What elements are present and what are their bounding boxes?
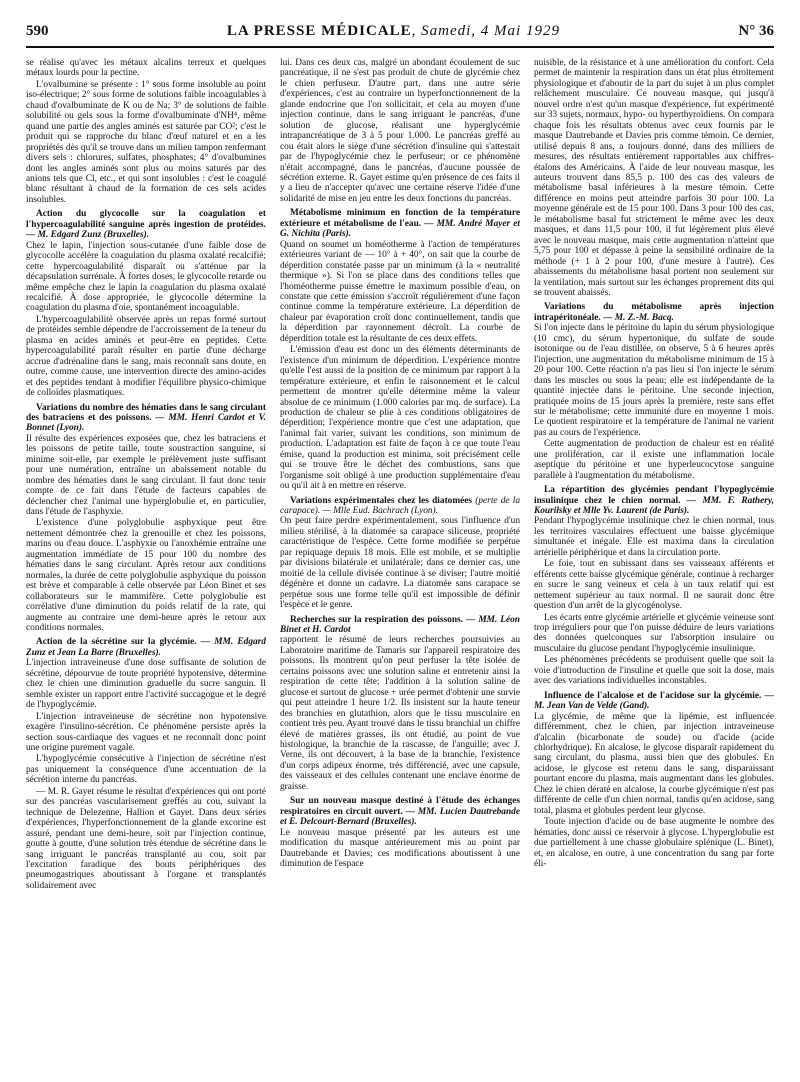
page-header	[26, 16, 774, 48]
running-title	[227, 23, 560, 40]
paragraph: se réalise qu'avec les métaux alcalins terreux et quelques métaux lourds pour la pectine.	[26, 58, 266, 79]
paragraph: — M. R. Gayet résume le résultat d'expériences qui ont porté sur des pancréas vascularisement greffés au cou, suivant la technique de Delezenne, Hallion et Gayet. Dans deux séries d'expériences, l'hyperfonctionnement de la glande excorine est assuré, pendant une demi-heure, soit par l'injection continue, goutte à goutte, d'une solution très étendue de sécrétine dans le sang irriguant le pancréas transplanté au cou, soit par l'excitation faradique des bouts périphériques des pneumogastriques aboutissant à l'organe et transplantés solidairement avec	[26, 786, 266, 891]
heading-authors: — MM. Lucien Dautrebande et E. Delcourt-Bernard (Bruxelles).	[280, 806, 520, 828]
heading-title: La répartition des glycémies pendant l'hypoglycémie insulinique chez le chien normal.	[534, 485, 774, 506]
heading-authors: — MM. André Mayer et G. Nichita (Paris).	[280, 218, 520, 240]
heading-title: Action de la sécrétine sur la glycémie.	[36, 637, 197, 648]
column-middle	[280, 58, 520, 1076]
section-heading	[280, 615, 520, 636]
heading-authors: — MM. Léon Binet et H. Cardot	[280, 614, 520, 636]
paragraph: L'ovalbumine se présente : 1° sous forme insoluble au point iso-électrique; 2° sous forme de solutions faible incoagulables à chaud d'ovalbuminate de K ou de Na; 3° de solutions de faible solubilité ou gels sous la forme d'ovalbuminate d'NH⁴, même quand une partie des angles aminés est saturée par CO²; c'est le produit qui se rapproche du blanc d'œuf naturel et en a les propriétés dès qu'il se trouve dans un milieu tampon renfermant divers sels : chlorures, sulfates, phosphates; 4° d'ovalbumines dont les angles aminés sont plus ou moins saturés par des anions tels que Cl, etc., et qui sont insolubles : c'est le coagulé blanc résultant à chaud de la formation de ces sels acides insolubles.	[26, 79, 266, 205]
heading-title: Action du glycocolle sur la coagulation et l'hypercoagulabilité sanguine après ingestion de protéides.	[26, 209, 266, 230]
section-heading	[534, 485, 774, 516]
paragraph: Toute injection d'acide ou de base augmente le nombre des hématies, donc aussi ce réservoir à glycose. L'hyperglobulie est due partiellement à une chasse globulaire splénique (L. Binet), et, en alcalose, en outre, à une concentration du sang par forte éli-	[534, 817, 774, 869]
heading-authors: — MM. Edgard Zunz et Jean La Barre (Bruxelles).	[26, 637, 266, 658]
paragraph: Les phénomènes précédents se produisent quelle que soit la voie d'introduction de l'insuline et quelle que soit la dose, mais avec des variations individuelles inconstables.	[534, 655, 774, 687]
section-heading	[534, 691, 774, 712]
paragraph: Si l'on injecte dans le péritoine du lapin du sérum physiologique (10 cmc), du sérum hypertonique, du sulfate de soude isotonique ou de l'eau distillée, on observe, 5 à 6 heures après l'injection, une augmentation du métabolisme minimum de 15 à 20 pour 100. Cette réaction n'a pas lieu si l'on injecte le sérum dans les muscles ou sous la peau; elle est indépendante de la quantité injectée dans le péritoine. Une seconde injection, pratiquée moins de 15 jours après la première, reste sans effet sur le métabolisme; cette immunité dure en moyenne 1 mois. Le quotient respiratoire et la température de l'animal ne varient pas au cours de l'expérience.	[534, 323, 774, 438]
heading-authors: — M. Jean Van de Velde (Gand).	[534, 690, 774, 712]
heading-title: Recherches sur la respiration des poissons.	[290, 614, 464, 625]
section-heading	[26, 403, 266, 434]
heading-authors: (perte de la carapace). — Mlle Eud. Bachrach (Lyon).	[280, 495, 520, 517]
paragraph: Pendant l'hypoglycémie insulinique chez le chien normal, tous les territoires vasculaires effectuent une baisse glycémique simultanée et inégale. Elle est maxima dans la circulation artérielle périphérique et dans la circulation porte.	[534, 516, 774, 558]
section-heading	[26, 209, 266, 240]
section-heading	[26, 637, 266, 658]
heading-title: Métabolisme minimum en fonction de la température extérieure et métabolisme de l'eau.	[280, 208, 520, 229]
paragraph: nuisible, de la résistance et à une amélioration du confort. Cela permet de maintenir la respiration dans un état plus étroitement physiologique et d'aboutir de la part du sujet à un plus complet relâchement musculaire. Ce nouveau masque, qui jusqu'à nouvel ordre n'est qu'un masque d'expérience, fut expérimenté sur 33 sujets, normaux, hypo- ou hyperthyroïdiens. On compara chaque fois les résultats obtenus avec ceux fournis par le masque Dautrebande et Davies pris comme témoin. Ce dernier, utilisé depuis 8 ans, a toujours donné, dans des milliers de mesures, des résultats entièrement rapportables aux chiffres-étalons des Américains. À l'aide de leur nouveau masque, les auteurs trouvent dans 85,5 p. 100 des cas des valeurs de métabolisme basal inférieures à la mesure témoin. Cette différence en moins peut atteindre parfois 30 pour 100. La moyenne générale est de 15 pour 100. Dans 3 pour 100 des cas, le métabolisme basal fut strictement le même avec les deux masques, et dans 11,5 pour 100, il fut légèrement plus élevé avec le nouveau masque, mais cette augmentation n'atteint que 5,75 pour 100 et dépasse à peine la sensibilité ordinaire de la méthode (+ 1 à 2 pour 100, d'une mesure à l'autre). Ces abaissements du métabolisme basal portent non seulement sur la ventilation, mais surtout sur les échanges proprement dits qui se trouvent abaissés.	[534, 58, 774, 298]
heading-title: Variations du nombre des hématies dans le sang circulant des batraciens et des poissons.	[26, 402, 266, 423]
paragraph: La glycémie, de même que la lipémie, est influencée différemment, chez le chien, par injection intraveineuse d'alcalin (bicarbonate de soude) ou d'acide (acide chlorhydrique). En alcalose, le glycose disparaît rapidement du sang circulant, du plasma, aussi bien que des globules. En acidose, le glycose est retenu dans le sang, disparaissant pourtant encore du plasma, mais augmentant dans les globules. Chez le chien dératé en alcalose, la courbe glycémique n'est pas différente de celle d'un chien normal, tandis qu'en acidose, sang total, plasma et globules perdent leur glycose.	[534, 711, 774, 816]
issue-date: , Samedi, 4 Mai 1929	[411, 22, 560, 39]
paragraph: Quand on soumet un homéotherme à l'action de températures extérieures variant de — 10° à + 40°, on sait que la courbe de déperdition constatée passe par un minimum (à la « neutralité thermique »). Si l'on se place dans des conditions telles que l'homéotherme puisse émettre le maximum possible d'eau, on constate que cette émission s'accroît régulièrement d'une façon continue comme la température extérieure. La déperdition de chaleur par évaporation croît donc continuellement, tandis que la déperdition par rayonnement décroît. La courbe de déperdition totale est la résultante de ces deux effets.	[280, 239, 520, 344]
heading-title: Influence de l'alcalose et de l'acidose sur la glycémie.	[544, 690, 762, 701]
heading-title: Variations expérimentales chez les diatomées	[290, 495, 473, 506]
heading-title: Sur un nouveau masque destiné à l'étude des échanges respiratoires en circuit ouvert.	[280, 796, 520, 817]
issue-number: N° 36	[738, 22, 774, 39]
section-heading	[280, 796, 520, 827]
heading-authors: — M. Z.-M. Bacq.	[600, 312, 674, 323]
paragraph: L'existence d'une polyglobulie asphyxique peut être nettement démontrée chez la grenouille et chez les poissons, marins ou d'eau douce. L'asphyxie ou l'anoxhémie entraîne une augmentation immédiate de 15 pour 100 du nombre des hématies dans le sang circulant. Après retour aux conditions normales, la durée de cette polyglobulie asphyxique du poisson est brève et comparable à celle observée par Léon Binet et ses collaborateurs sur le mammifère. Cette polyglobulie est corrélative d'une diminution du poids relatif de la rate, qui augmente au contraire une demi-heure après le retour aux conditions normales.	[26, 518, 266, 634]
column-left	[26, 58, 266, 1076]
paragraph: Cette augmentation de production de chaleur est en réalité une prolifération, car il existe une inflammation locale aseptique du péritoine et une hyperleucocytose sanguine parallèle à l'augmentation du métabolisme.	[534, 439, 774, 481]
paragraph: Il résulte des expériences exposées que, chez les batraciens et les poissons de petite taille, toute soustraction sanguine, si minime soit-elle, par exemple le prélèvement juste suffisant pour une numération, entraîne un abaissement notable du nombre des hématies dans le sang circulant. Il faut donc tenir compte de ce fait dans l'étude de facteurs capables de déclencher chez l'animal une hyperglobulie et, en particulier, dans l'étude de l'asphyxie.	[26, 433, 266, 518]
section-heading	[280, 208, 520, 239]
paragraph: Le nouveau masque présenté par les auteurs est une modification du masque antérieurement mis au point par Dautrebande et Davies; ces modifications aboutissent à une diminution de l'espace	[280, 827, 520, 869]
paragraph: On peut faire perdre expérimentalement, sous l'influence d'un milieu stérilisé, à la diatomée sa carapace siliceuse, propriété caractéristique de l'espèce. Cette forme modifiée se perpétue par repiquage depuis 18 mois. Elle est mobile, et se multiplie par divisions bilatérale et unilatérale; dans ce dernier cas, une moitié de la cellule divisée continue à se diviser; l'autre moitié dégénère et donne un cadavre. La diatomée sans carapace se perpétue sous une forme telle qu'il est impossible de définir l'espèce et le genre.	[280, 516, 520, 611]
paragraph: rapportent le résumé de leurs recherches poursuivies au Laboratoire maritime de Tamaris sur l'appareil respiratoire des poissons. Ils montrent qu'on peut perfuser la tête isolée de certains poissons avec une solution saline et entretenir ainsi la respiration de cette tête; l'addition à la solution saline de glucose et surtout de glucose + urée permet d'obtenir une survie qui peut atteindre 1 heure 1/2. Ils insistent sur la haute teneur des branchies en glutathion, alors que le tissu musculaire en contient très peu. Ayant trouvé dans le tissu branchial un chiffre élevé de matières grasses, ils ont étudié, au point de vue histologique, la branchie de la rascasse, de l'anguille; avec J. Verne, ils ont découvert, à la base de la branchie, l'existence d'un corps adipeux énorme, très différencié, avec une capsule, des vaisseaux et des cellules contenant une enclave énorme de graisse.	[280, 635, 520, 792]
heading-title: Variations du métabolisme après injection intrapéritonéale.	[534, 302, 774, 323]
section-heading	[534, 302, 774, 323]
paragraph: L'injection intraveineuse de sécrétine non hypotensive exagère l'insulino-sécrétion. Ce phénomène persiste après la section sous-cardiaque des vagues et ne reconnaît donc point une origine purement vagale.	[26, 711, 266, 753]
page-number: 590	[26, 22, 49, 39]
paragraph: Les écarts entre glycémie artérielle et glycémie veineuse sont trop irréguliers pour que l'on puisse déduire de leurs variations des données quelconques sur l'absorption insulaire ou musculaire du glucose pendant l'hypoglycémie insulinique.	[534, 612, 774, 654]
paragraph: L'hypoglycémie consécutive à l'injection de sécrétine n'est pas uniquement la conséquence d'une accentuation de la sécrétion interne du pancréas.	[26, 754, 266, 786]
paragraph: lui. Dans ces deux cas, malgré un abondant écoulement de suc pancréatique, il ne s'est pas produit de chute de glycémie chez le chien perfuseur. D'autre part, dans une autre série d'expériences, c'est au contraire un hyperfonctionnement de la glande endocrine que l'on sollicitait, et cela au moyen d'une injection continue, dans le sang irriguant le pancréas, d'une solution de glucose, réalisant une hyperglycémie intrapancréatique de 3 à 5 pour 1.000. Le pancréas greffé au cou était alors le siège d'une sécrétion d'insuline qui s'attestait par de l'hypoglycémie chez le perfuseur; or ce phénomène n'était accompagné, dans le pancréas, d'aucune poussée de sécrétion externe. R. Gayet estime qu'en présence de ces faits il y a lieu de n'accepter qu'avec une certaine réserve l'idée d'une solidarité de mise en jeu entre les deux fonctions du pancréas.	[280, 58, 520, 204]
heading-authors: — MM. F. Rathery, Kourilsky et Mlle Yv. Laurent (de Paris).	[534, 495, 774, 517]
section-heading	[280, 496, 520, 517]
heading-authors: — MM. Henri Cardot et V. Bonnet (Lyon).	[26, 412, 266, 434]
text-columns	[26, 58, 774, 1076]
paragraph: L'injection intraveineuse d'une dose suffisante de solution de sécrétine, dépourvue de toute propriété hypotensive, détermine chez le chien une diminution graduelle du sucre sanguin. Il semble exister un rapport entre l'activité succagogue et le degré de l'hypoglycémie.	[26, 658, 266, 711]
paragraph: L'hypercoagulabilité observée après un repas formé surtout de protéides semble dépendre de l'accroissement de la teneur du plasma en acides aminés et peut-être en peptides. Cette hypercoagulabilité paraît résulter en partie d'une décharge accrue d'adrénaline dans le sang, mais reconnaît sans doute, en outre, comme cause, une intervention directe des amino-acides et des peptides tendant à modifier l'équilibre physico-chimique de colloïdes plasmatiques.	[26, 314, 266, 399]
paragraph: Le foie, tout en subissant dans ses vaisseaux afférents et efférents cette baisse glycémique générale, continue à recharger en sucre le sang veineux et cela à un taux relatif qui est nettement supérieur au taux normal. Il ne saurait donc être question d'un arrêt de la glycogénolyse.	[534, 559, 774, 612]
paragraph: Chez le lapin, l'injection sous-cutanée d'une faible dose de glycocolle accélère la coagulation du plasma oxalaté recalcifié; cette hypercoagulabilité disparaît ou s'atténue par la décapsulation surrénale. À fortes doses, le glycocolle retarde ou même empêche chez le lapin la coagulation du plasma oxalaté recalcifié. À dose appropriée, le glycocolle détermine la coagulation du plasma d'oie, spontanément incoagulable.	[26, 240, 266, 314]
heading-authors: — M. Edgard Zunz (Bruxelles).	[26, 230, 150, 241]
column-right	[534, 58, 774, 1076]
journal-title: LA PRESSE MÉDICALE	[226, 22, 412, 39]
paragraph: L'émission d'eau est donc un des éléments déterminants de l'existence d'un minimum de déperdition. L'expérience montre qu'elle l'est aussi de la position de ce minimum par rapport à la température extérieure, et enfin le raisonnement et le calcul permettent de montrer qu'elle détermine même la valeur absolue de ce minimum (1.000 calories par mq. de surface). La production de chaleur se plie à ces conditions obligatoires de déperdition; l'expérience montre que c'est une adaptation, que l'animal fait varier, suivant les conditions, son minimum de production. L'adaptation est faite de façon à ce que toute l'eau émise, quand la production est minima, soit précisément celle qui se trouve être le déchet des combustions, sans que l'organisme soit obligé à une production supplémentaire d'eau ou qu'il ait à en mettre en réserve.	[280, 345, 520, 492]
